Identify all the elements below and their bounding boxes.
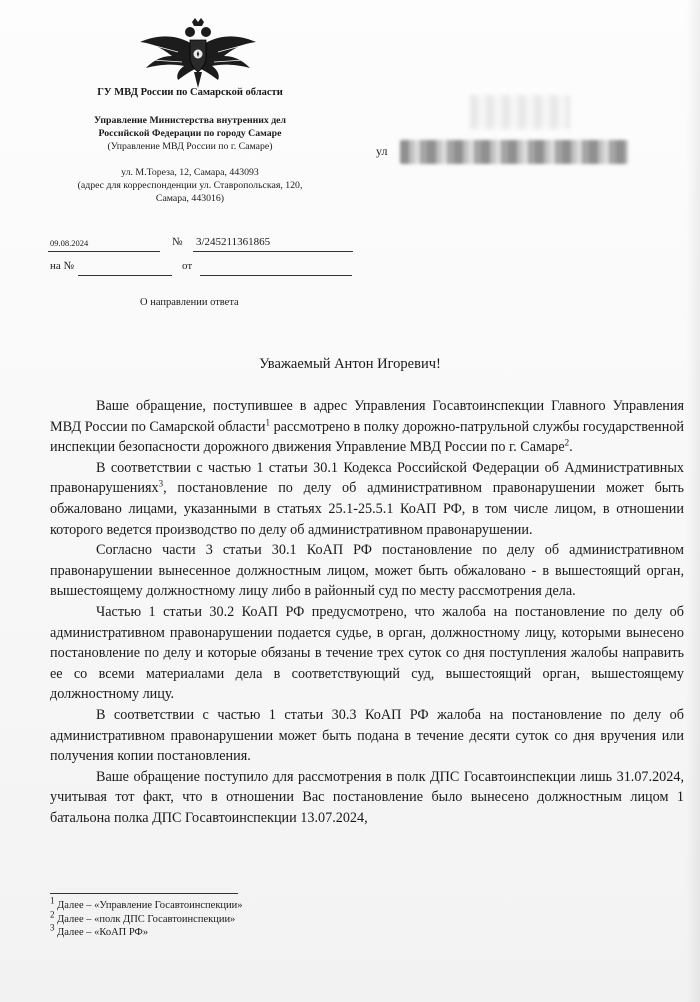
- greeting: Уважаемый Антон Игоревич!: [259, 356, 441, 372]
- subject-line: О направлении ответа: [140, 297, 239, 308]
- paragraph: [50, 458, 684, 540]
- number-label: №: [172, 236, 183, 248]
- from-underline: [200, 275, 352, 276]
- footnote: [50, 895, 243, 913]
- number-underline: [193, 251, 353, 252]
- redacted-recipient-name: [470, 95, 570, 129]
- paragraph: Частью 1 статьи 30.2 КоАП РФ предусмотрено, что жалоба на постановление по делу об административном правонарушении подается судье, в орган, должностному лицу, которыми вынесено постановление по делу и которые обязаны в течение трех суток со дня поступления жалобы направить ее со всеми материалами дела в соответствующий суд, вышестоящий орган, вышестоящему должностному лицу.: [50, 603, 684, 703]
- department-block: [30, 114, 350, 153]
- paragraph-text: В соответствии с частью 1 статьи 30.1 Кодекса Российской Федерации об Административных правонарушениях: [50, 459, 684, 497]
- reference-underline: [78, 275, 172, 276]
- reference-label: на №: [50, 260, 75, 272]
- footnote-text: Далее – «полк ДПС Госавтоинспекции»: [54, 913, 236, 925]
- outgoing-number: 3/245211361865: [196, 236, 271, 248]
- address-line: (адрес для корреспонденции ул. Ставропольская, 120,: [77, 180, 303, 191]
- department-line: Управление Министерства внутренних дел: [93, 115, 287, 126]
- footnote-number: 3: [50, 922, 55, 933]
- paragraph-text: .: [569, 439, 573, 456]
- footnote-separator: [50, 893, 238, 894]
- footnote-number: 2: [50, 909, 55, 919]
- address-line: Самара, 443016): [155, 193, 225, 204]
- paragraph-text: , постановление по делу об административном правонарушении может быть обжаловано лицами, указанными в статьях 25.1-25.5.1 КоАП РФ, в том числе лицом, в отношении которого ведется производство по делу об административном правонарушении.: [50, 480, 684, 538]
- footnote: [50, 909, 243, 927]
- from-label: от: [182, 260, 193, 272]
- paragraph-text: рассмотрено в полку дорожно-патрульной службы государственной инспекции безопасности дорожного движения Управление МВД России по г. Самаре: [50, 418, 685, 456]
- paragraph-text: Ваше обращение, поступившее в адрес Управления Госавтоинспекции Главного Управления МВД России по Самарской области: [50, 398, 684, 435]
- paragraph: [50, 396, 684, 458]
- address-line: ул. М.Тореза, 12, Самара, 443093: [121, 167, 259, 178]
- paragraph: В соответствии с частью 1 статьи 30.3 КоАП РФ жалоба на постановление по делу об административном правонарушении может быть подана в течение десяти суток со дня вручения или получения копии постановления.: [50, 706, 684, 765]
- paragraph: Ваше обращение поступило для рассмотрения в полк ДПС Госавтоинспекции лишь 31.07.2024, учитывая тот факт, что в отношении Вас постановление было вынесено должностным лицом 1 батальона полка ДПС Госавтоинспекции 13.07.2024,: [50, 768, 684, 826]
- footnote-ref: 1: [265, 416, 271, 427]
- department-line: (Управление МВД России по г. Самаре): [107, 141, 273, 152]
- page-edge-shadow: [686, 0, 700, 1002]
- footnote-number: 1: [50, 895, 55, 906]
- recipient-street-prefix: ул: [376, 144, 388, 158]
- footnote: [50, 922, 243, 940]
- letter-body: [50, 396, 684, 828]
- footnote-text: Далее – «Управление Госавтоинспекции»: [54, 900, 243, 911]
- address-block: [30, 166, 350, 205]
- department-line: Российской Федерации по городу Самаре: [98, 128, 282, 139]
- footnote-text: Далее – «КоАП РФ»: [54, 927, 149, 938]
- footnotes: [50, 895, 243, 940]
- date-underline: [48, 251, 160, 252]
- redacted-recipient-address: [400, 140, 628, 164]
- eagle-emblem-icon: [138, 18, 258, 92]
- paragraph: Согласно части 3 статьи 30.1 КоАП РФ постановление по делу об административном правонарушении вынесенное должностным лицом, может быть обжаловано - в вышестоящий орган, вышестоящему должностному лицу либо в районный суд по месту рассмотрения дела.: [50, 542, 684, 600]
- org-name: ГУ МВД России по Самарской области: [97, 87, 283, 98]
- footnote-ref: 2: [564, 437, 570, 448]
- outgoing-date: 09.08.2024: [50, 238, 89, 248]
- footnote-ref: 3: [158, 478, 164, 489]
